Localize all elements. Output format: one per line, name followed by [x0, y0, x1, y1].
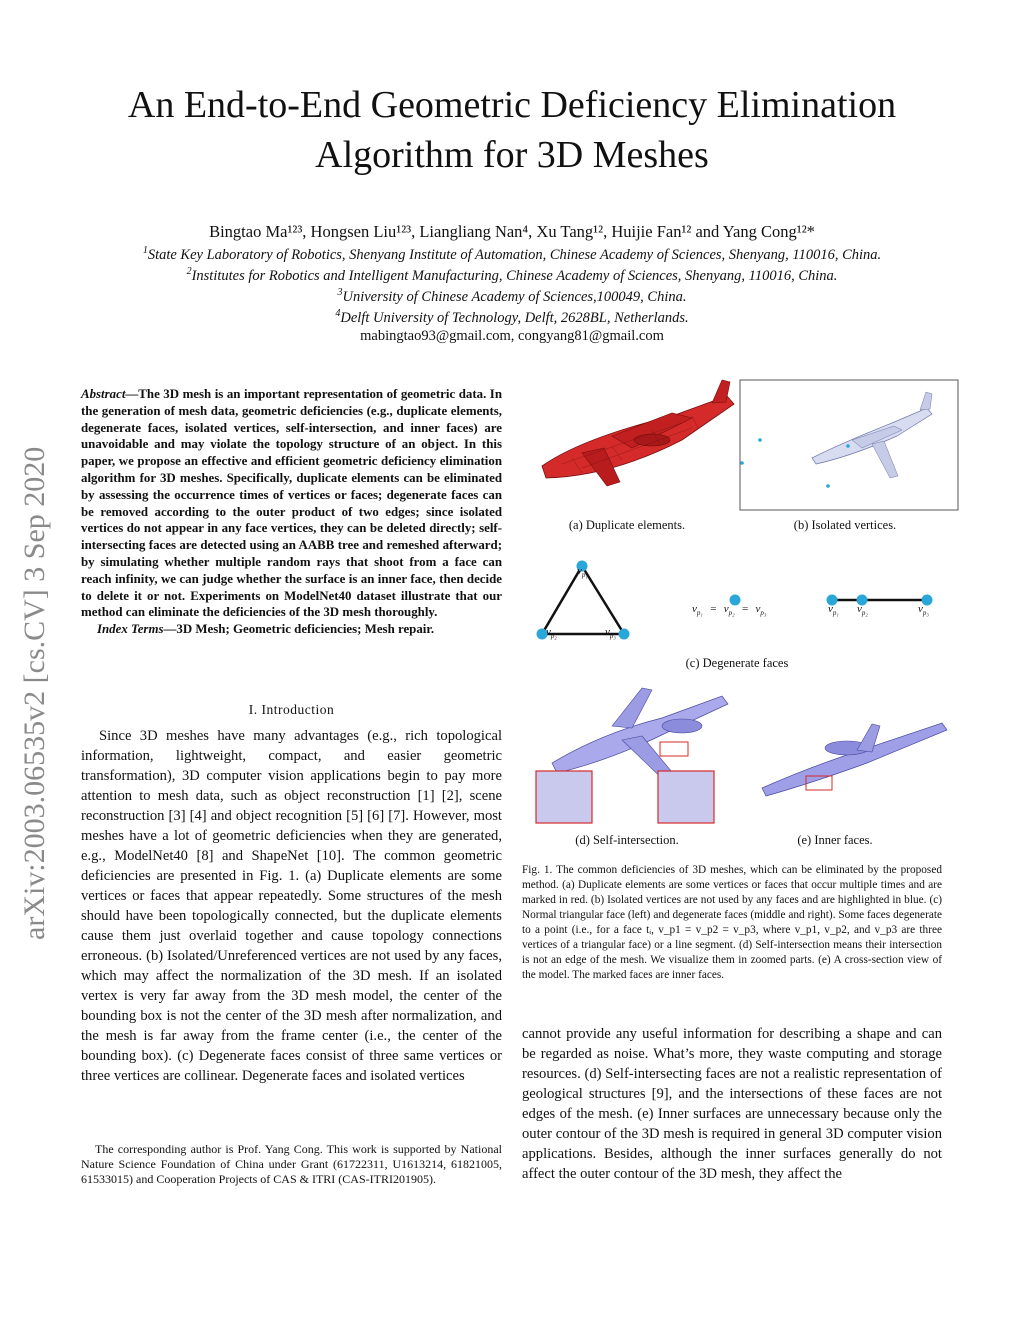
affiliation-4: $^4$Delft University of Technology, Delft, 2628BL, Netherlands. — [335, 308, 689, 326]
affiliation-2: $^2$Institutes for Robotics and Intelligent Manufacturing, Chinese Academy of Sciences, Shenyang, 110016, China. — [186, 266, 838, 284]
paper-title — [0, 80, 1024, 180]
subfig-c-label: (c) Degenerate faces — [685, 656, 789, 670]
segment-label-2: $v_{p_2}$ — [857, 603, 868, 618]
subfig-e-label: (e) Inner faces. — [797, 833, 873, 847]
abstract-text: —The 3D mesh is an important representation of geometric data. In the generation of mesh data, geometric deficiencies (e.g., duplicate elements, degenerate faces, isolated vertices, self-intersection, and inner faces) are unavoidable and may violate the topology structure of an object. In this paper, we propose an effective and efficient geometric deficiency elimination algorithm for 3D meshes. Specifically, duplicate elements can be eliminated by assessing the occurrence times of vertices or faces; degenerate faces can be removed according to the outer product of two edges; since isolated vertices do not appear in any face vertices, they can be deleted directly; self-intersecting faces are detected using an AABB tree and remeshed afterward; by simulating whether multiple random rays that shoot from a face can reach infinity, we can judge whether the surface is an inner face, then decide to delete it or not. Experiments on ModelNet40 dataset illustrate that our method can eliminate the deficiencies of the 3D mesh thoroughly. — [81, 387, 502, 620]
segment-label-3: $v_{p_3}$ — [918, 603, 929, 618]
vertex-label-p1: $v_{p_1}$ — [577, 565, 588, 580]
abstract — [81, 386, 502, 638]
inner-face-airplane — [762, 723, 947, 796]
index-terms: —3D Mesh; Geometric deficiencies; Mesh repair. — [163, 622, 435, 637]
degenerate-segment — [827, 595, 933, 606]
vertex-label-p2: $v_{p_2}$ — [546, 626, 557, 641]
email-line: mabingtao93@gmail.com, congyang81@gmail.com — [360, 328, 664, 344]
abstract-label: Abstract — [81, 387, 126, 401]
isolated-vertex — [826, 484, 830, 488]
section-heading: I. Introduction — [248, 702, 335, 717]
subfig-d-label: (d) Self-intersection. — [575, 833, 679, 847]
vertex-label-p3: $v_{p_3}$ — [605, 626, 616, 641]
affiliation-3: $^3$University of Chinese Academy of Sciences,100049, China. — [337, 287, 687, 305]
title-line-2: Algorithm for 3D Meshes — [315, 134, 709, 176]
isolated-vertex — [846, 444, 850, 448]
duplicate-airplane — [542, 380, 734, 486]
footnote: The corresponding author is Prof. Yang Cong. This work is supported by National Nature Science Foundation of China under Grant (61722311, U1613214, 61821005, 61533015) and Cooperation Projects of CAS & ITRI (CAS-ITRI201905). — [81, 1142, 502, 1187]
figure-1 — [522, 378, 962, 858]
zoom-box-2 — [658, 771, 714, 823]
figure-caption: Fig. 1. The common deficiencies of 3D meshes, which can be eliminated by the proposed method. (a) Duplicate elements are some vertices or faces that occur multiple times and are marked in red. (b) Isolated vertices are not used by any faces and are highlighted in blue. (c) Normal triangular face (left) and degenerate faces (middle and right). Some faces degenerate to a point (i.e., for a face tᵢ, v_p1 = v_p2 = v_p3, where v_p1, v_p2, and v_p3 are three vertices of a triangular face) or a line segment. (d) Self-intersection means their intersection is not an edge of the mesh. We visualize them in zoomed parts. (e) A cross-section view of the model. The marked faces are inner faces. — [522, 864, 942, 981]
author-list: Bingtao Ma¹²³, Hongsen Liu¹²³, Liangliang Nan⁴, Xu Tang¹², Huijie Fan¹² and Yang Cong¹²* — [209, 222, 815, 241]
intersection-marker — [660, 742, 688, 756]
index-terms-label: Index Terms — [97, 622, 164, 637]
title-line-1: An End-to-End Geometric Deficiency Elimination — [127, 84, 897, 126]
isolated-vertex — [758, 438, 762, 442]
isolated-vertex — [740, 461, 744, 465]
intro-paragraph: Since 3D meshes have many advantages (e.g., rich topological information, lightweight, compact, and easier geometric transformation), 3D computer vision applications begin to pay more attention to mesh data, such as object reconstruction [1] [2], scene reconstruction [3] [4] and object recognition [5] [6] [7]. However, most meshes have a lot of geometric deficiencies when they are generated, e.g., ModelNet40 [8] and ShapeNet [10]. The common geometric deficiencies are presented in Fig. 1. (a) Duplicate elements are some vertices or faces that appear repeatedly. Some structures of the mesh should have been topologically connected, but the duplicate elements cause them just overlaid together and cause topology connections erroneous. (b) Isolated/Unreferenced vertices are not used by any faces, which may affect the normalization of the 3D mesh. If an isolated vertex is very far away from the 3D mesh model, the center of the bounding box is not the center of the 3D mesh after normalization, and the mesh is far away from the frame center (i.e., the center of the bounding box). (c) Degenerate faces consist of three same vertices or three vertices are collinear. Degenerate faces and isolated vertices — [81, 728, 502, 1084]
subfig-b-label: (b) Isolated vertices. — [793, 518, 897, 532]
mesh-airplane-b — [812, 392, 932, 478]
affiliation-1: $^1$State Key Laboratory of Robotics, Shenyang Institute of Automation, Chinese Academy of Sciences, Shenyang, 110016, China. — [142, 245, 882, 263]
zoom-box-1 — [536, 771, 592, 823]
point-equation: $v_{p_1} = v_{p_2} = v_{p_3}$ — [692, 603, 767, 618]
subfig-a-label: (a) Duplicate elements. — [568, 518, 686, 532]
right-column-text: cannot provide any useful information for describing a shape and can be regarded as noise. What’s more, they waste computing and storage resources. (d) Self-intersecting faces are not a realistic representation of geological structures [9], and the intersections of these faces are not edges of the mesh. (e) Inner surfaces are unnecessary because only the outer contour of the 3D mesh is required in general 3D computer vision applications. Besides, although the inner surfaces generally do not affect the outer contour of the 3D mesh, they affect the — [522, 1026, 942, 1182]
segment-label-1: $v_{p_1}$ — [828, 603, 839, 618]
